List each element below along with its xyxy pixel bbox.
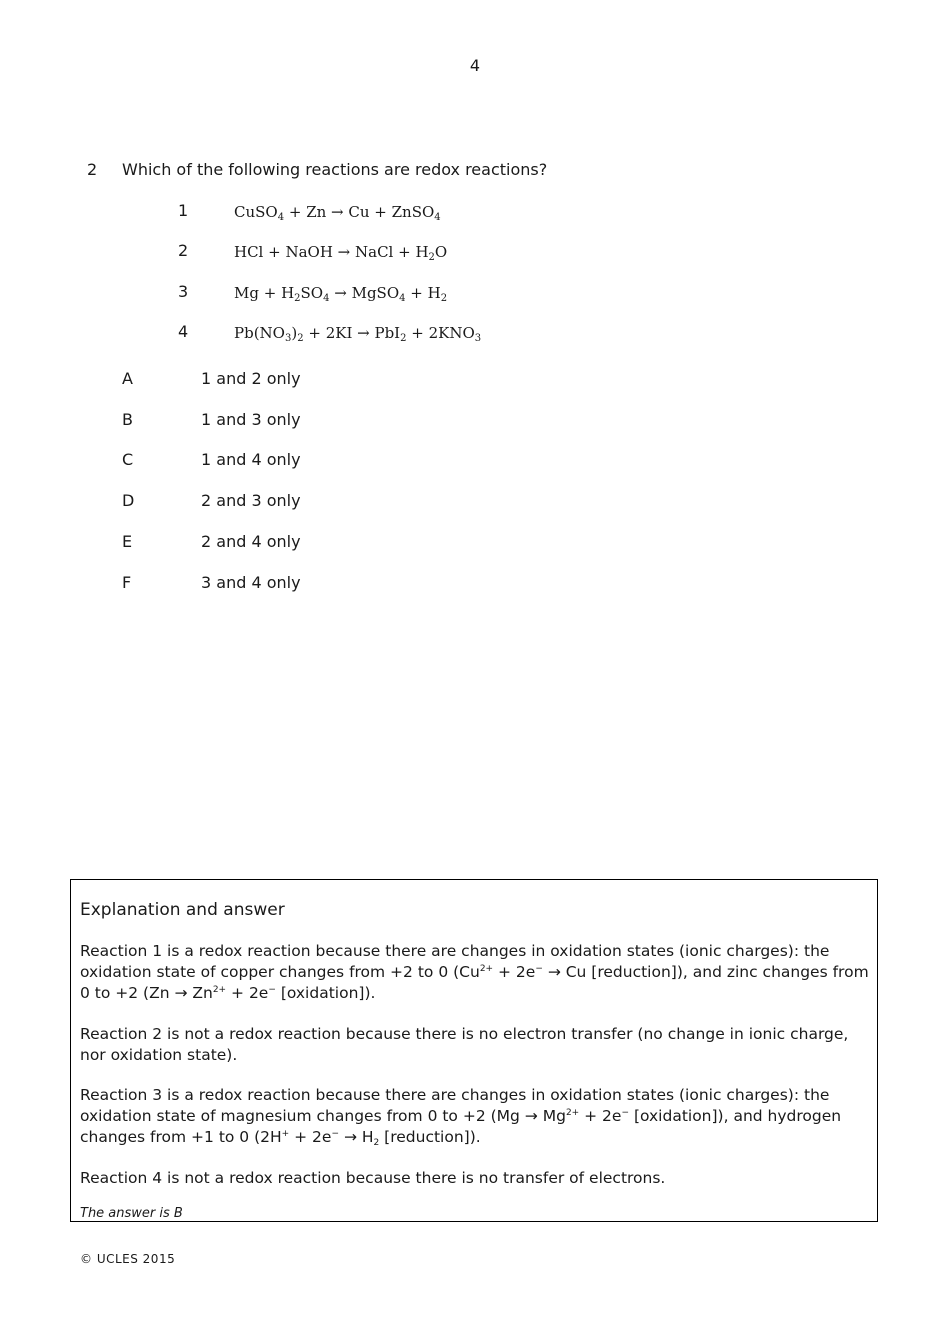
- explanation-reaction-2: Reaction 2 is not a redox reaction because there is no electron transfer (no change in ionic charge, nor oxidation state).: [80, 1025, 849, 1064]
- option-text: 2 and 3 only: [201, 491, 301, 510]
- option-letter: B: [122, 410, 133, 429]
- equation-4: $Pb(NO_3)_2 + 2KI \to PbI_2 + 2KNO_3$: [234, 324, 482, 344]
- option-letter: A: [122, 369, 133, 388]
- equation-1: CuSO$_4$ + Zn → Cu + ZnSO$_4$: [234, 203, 441, 223]
- option-letter: D: [122, 491, 135, 510]
- copyright-footer: © UCLES 2015: [80, 1252, 176, 1266]
- option-text: 1 and 3 only: [201, 410, 301, 429]
- explanation-reaction-4: Reaction 4 is not a redox reaction because there is no transfer of electrons.: [80, 1169, 666, 1187]
- statement-number: 2: [178, 241, 189, 260]
- option-letter: E: [122, 532, 133, 551]
- option-letter: C: [122, 450, 134, 469]
- equation-2: HCl + NaOH → NaCl + $H_2O$: [234, 243, 448, 263]
- explanation-box: [70, 879, 878, 1222]
- explanation-reaction-3: Reaction 3 is a redox reaction because there are changes in oxidation states (ionic charges): the oxidation state of magnesium changes from 0 to +2 ($Mg \to Mg^{2+} + 2e^-$ [oxidation]), and hydrogen changes from +1 to 0 ($2H^+ + 2e^- \to H_2$ [reduction]).: [80, 1086, 842, 1148]
- question-stem: Which of the following reactions are redox reactions?: [122, 160, 548, 179]
- explanation-title: Explanation and answer: [80, 900, 285, 920]
- option-text: 3 and 4 only: [201, 573, 301, 592]
- question-number: 2: [87, 160, 98, 179]
- explanation-reaction-1: Reaction 1 is a redox reaction because there are changes in oxidation states (ionic charges): the oxidation state of copper changes from +2 to 0 ($Cu^{2+} + 2e^- \to Cu$ [reduction]), and zinc changes from 0 to +2 ($Zn \to Zn^{2+} + 2e^-$ [oxidation]).: [80, 942, 869, 1002]
- option-text: 1 and 4 only: [201, 450, 301, 469]
- statement-number: 4: [178, 322, 189, 341]
- page-number: 4: [469, 56, 481, 75]
- equation-3: $Mg + H_2SO_4$ → MgSO$_4$ + $H_2$: [234, 284, 448, 304]
- option-letter: F: [122, 573, 132, 592]
- answer-text: The answer is B: [80, 1206, 183, 1221]
- statement-number: 3: [178, 282, 189, 301]
- statement-number: 1: [178, 201, 189, 220]
- option-text: 2 and 4 only: [201, 532, 301, 551]
- option-text: 1 and 2 only: [201, 369, 301, 388]
